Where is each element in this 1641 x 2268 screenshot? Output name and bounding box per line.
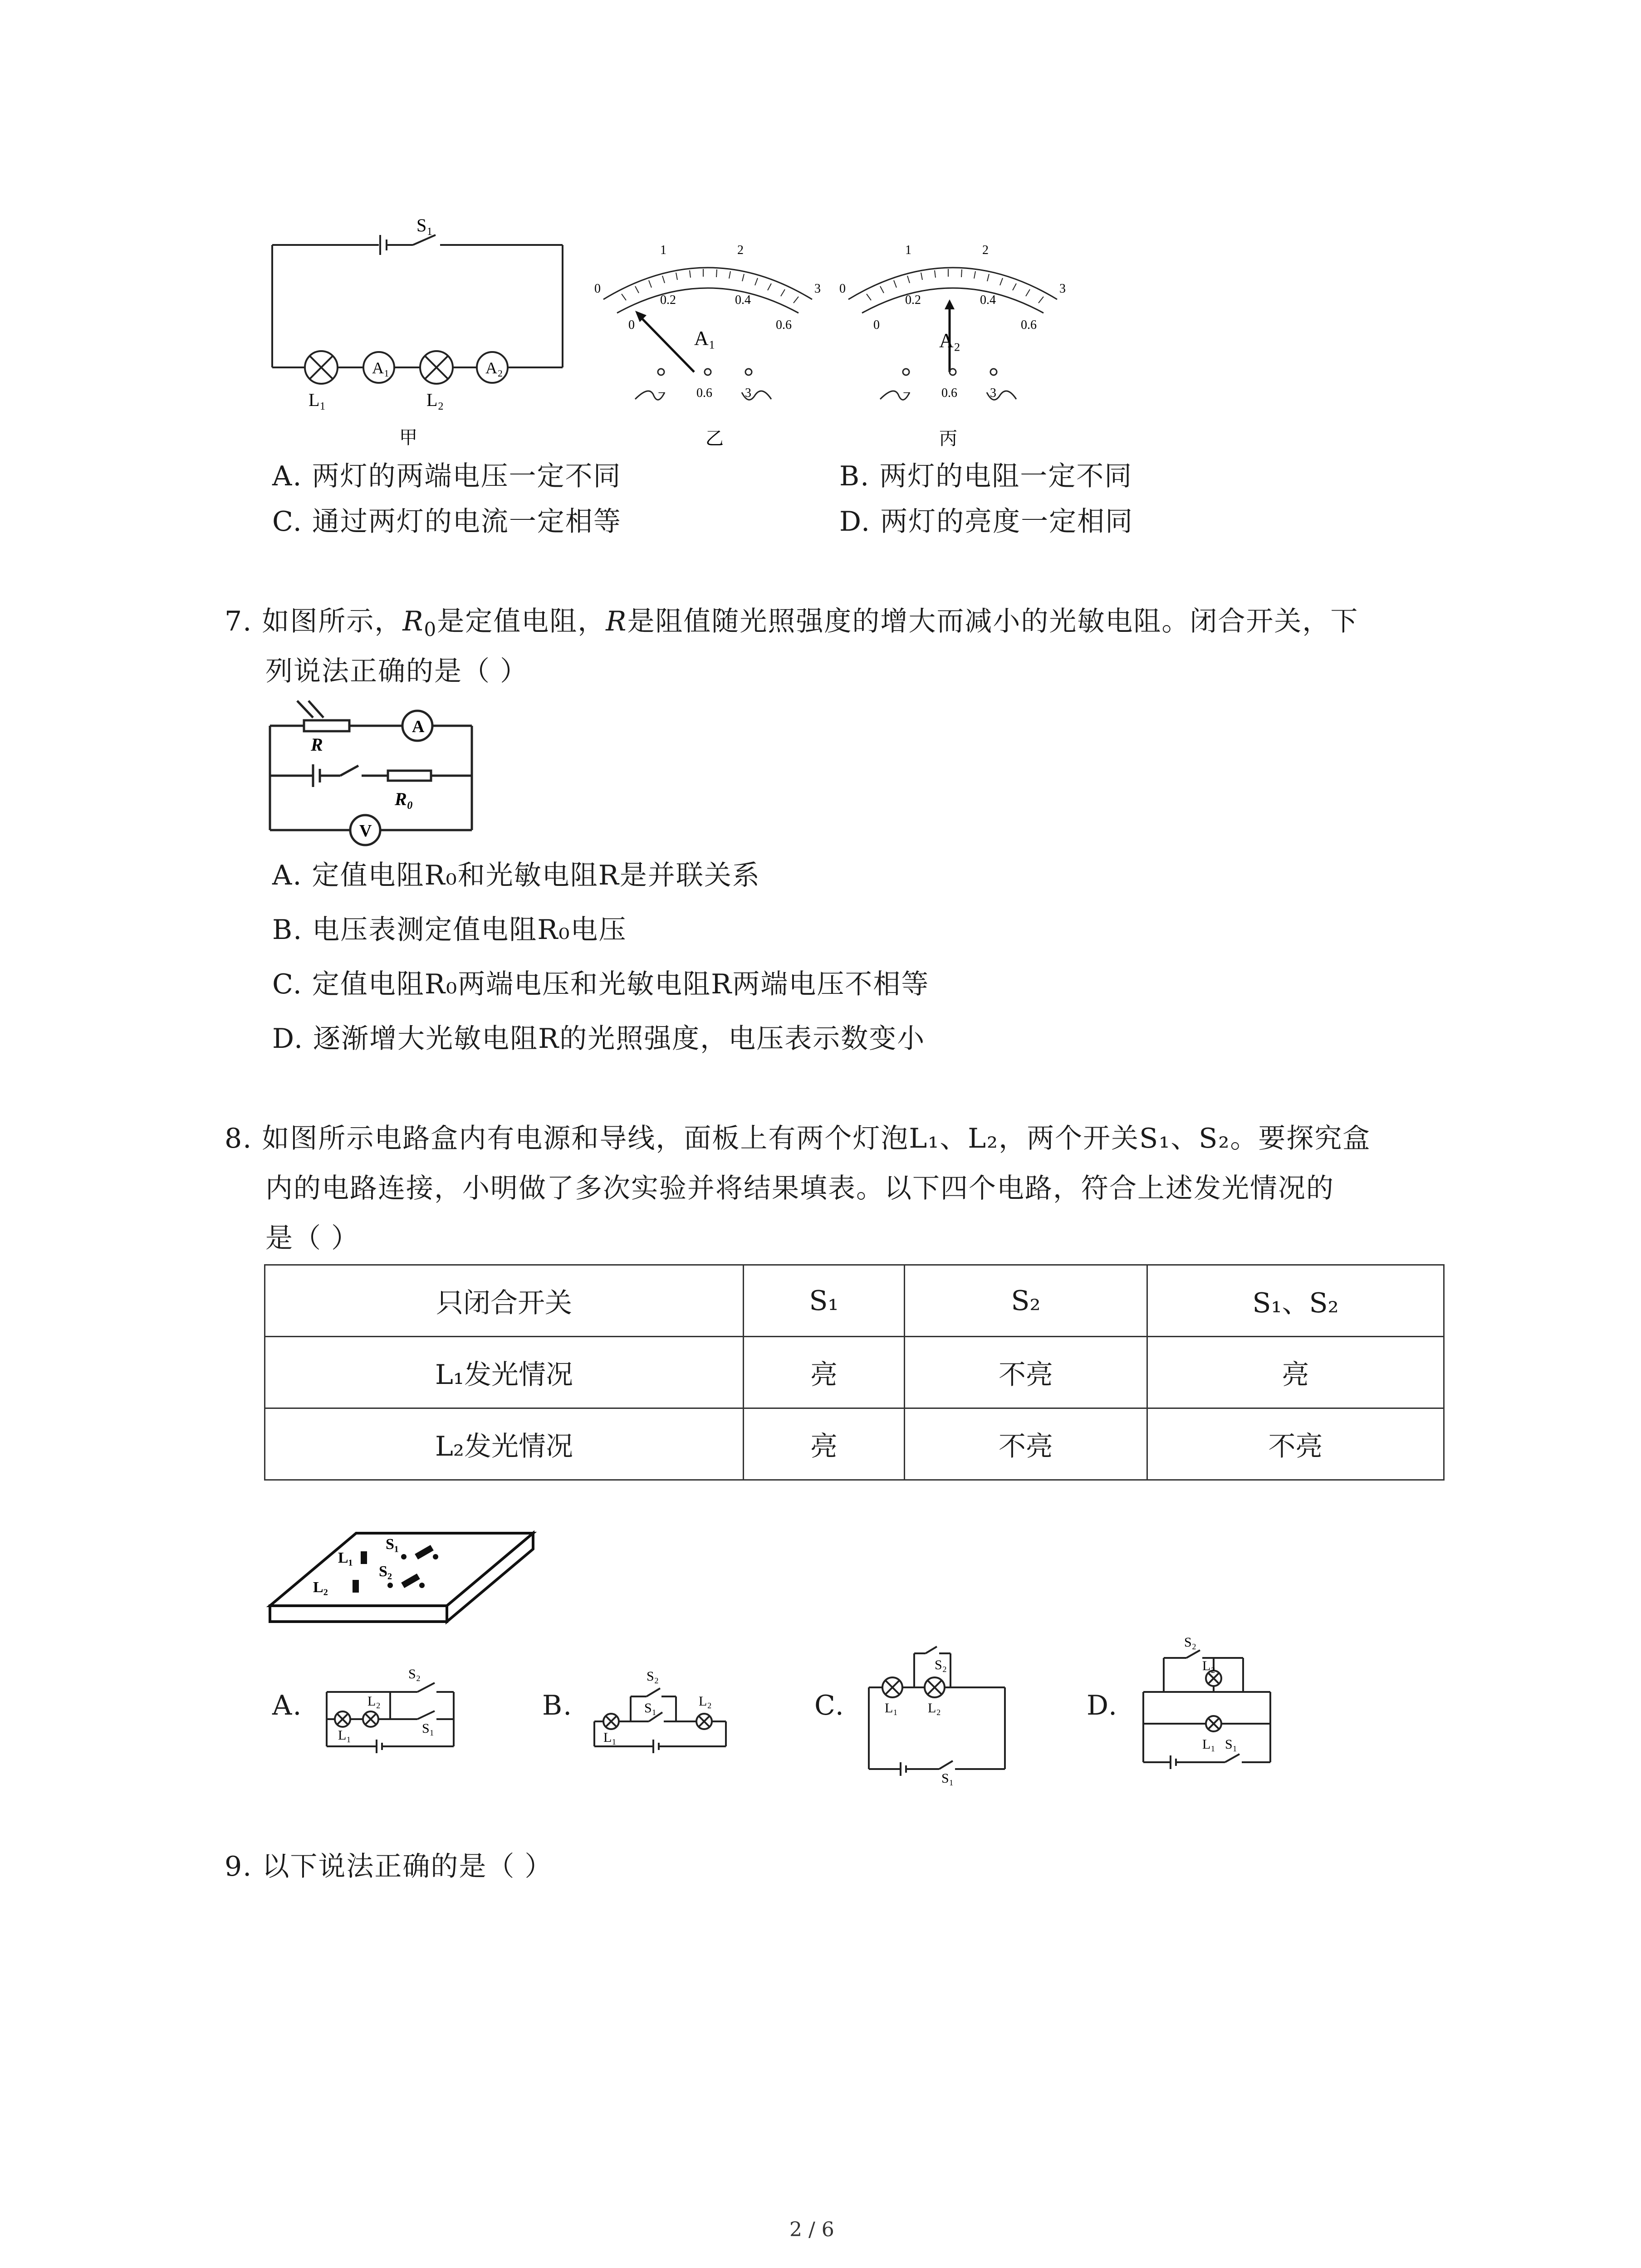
q7-ammeter-label: A [412, 717, 425, 736]
table-row [265, 1337, 1444, 1408]
q6-option-b[interactable]: B. 两灯的电阻一定不同 [839, 460, 1133, 492]
fig-label-jia: 甲 [399, 427, 417, 448]
q8-option-d[interactable]: D. [1087, 1690, 1118, 1721]
q8-option-b[interactable]: B. [542, 1690, 573, 1721]
d-l2-label: L₂ [1202, 1658, 1215, 1673]
bing-scale-b3: 0.6 [1021, 318, 1037, 332]
q6-circuit-jia [263, 213, 572, 449]
fig-label-bing: 丙 [939, 428, 957, 449]
q8-circuit-b [585, 1647, 740, 1765]
yi-scale-b3: 0.6 [776, 318, 792, 332]
q7-stem-pre: 7. 如图所示， [225, 606, 403, 637]
q6-option-d[interactable]: D. 两灯的亮度一定相同 [839, 506, 1134, 538]
q8-circuit-d [1134, 1633, 1279, 1774]
yi-scale-1: 1 [660, 243, 666, 257]
table-cell: L₁发光情况 [265, 1337, 744, 1408]
q7-voltmeter-label: V [359, 821, 372, 841]
page-number: 2 / 6 [789, 2218, 834, 2241]
bing-scale-b1: 0.2 [905, 293, 921, 307]
yi-scale-b1: 0.2 [660, 293, 676, 307]
b-s2-label: S₂ [647, 1669, 659, 1684]
q7-stem-line1 [225, 603, 1358, 648]
yi-scale-3: 3 [814, 282, 821, 296]
bing-term-neg: − [903, 386, 910, 400]
q7-option-b[interactable]: B. 电压表测定值电阻R₀电压 [272, 914, 627, 946]
q8-stem-line3: 是（ ） [265, 1222, 360, 1254]
c-l2-label: L₂ [928, 1701, 941, 1716]
jia-l2-label: L₂ [426, 390, 444, 410]
jia-s1-label: S₁ [416, 215, 433, 235]
bing-scale-2: 2 [982, 243, 989, 257]
q8-option-c[interactable]: C. [814, 1690, 845, 1721]
a-l2-label: L₂ [367, 1694, 381, 1709]
c-s2-label: S₂ [935, 1657, 947, 1672]
bing-scale-0: 0 [839, 282, 846, 296]
table-header-cell: 只闭合开关 [265, 1265, 744, 1337]
q7-r0-label: R₀ [395, 789, 413, 809]
table-header-cell: S₁ [744, 1265, 905, 1337]
b-s1-label: S₁ [644, 1701, 657, 1716]
box-s1-label: S₁ [386, 1536, 399, 1553]
q6-option-c[interactable]: C. 通过两灯的电流一定相等 [272, 506, 622, 538]
q8-stem-line2: 内的电路连接，小明做了多次实验并将结果填表。以下四个电路，符合上述发光情况的 [265, 1173, 1334, 1204]
d-l1-label: L₁ [1202, 1737, 1215, 1752]
q8-circuit-box [265, 1529, 538, 1633]
q7-r0: R [402, 606, 424, 637]
b-l2-label: L₂ [699, 1694, 712, 1709]
bing-scale-b2: 0.4 [980, 293, 996, 307]
b-l1-label: L₁ [603, 1730, 617, 1745]
box-l2-label: L₂ [313, 1579, 328, 1596]
q8-circuit-a [318, 1647, 463, 1765]
q7-r-label: R [311, 734, 323, 755]
q8-stem-line1: 8. 如图所示电路盒内有电源和导线，面板上有两个灯泡L₁、L₂，两个开关S₁、S₂。要探究盒 [225, 1123, 1371, 1154]
table-cell: 亮 [1147, 1337, 1444, 1408]
box-l1-label: L₁ [338, 1549, 353, 1566]
q7-option-a[interactable]: A. 定值电阻R₀和光敏电阻R是并联关系 [272, 860, 760, 891]
table-cell: 亮 [744, 1337, 905, 1408]
yi-scale-0: 0 [594, 282, 601, 296]
q8-option-a[interactable]: A. [272, 1690, 303, 1721]
q7-r0-sub: 0 [424, 618, 437, 640]
a-s1-label: S₁ [422, 1721, 435, 1736]
jia-a2-label: A₂ [485, 359, 503, 377]
q7-stem-mid: 是定值电阻， [437, 606, 606, 637]
bing-scale-1: 1 [905, 243, 911, 257]
table-cell: L₂发光情况 [265, 1408, 744, 1480]
table-cell: 不亮 [905, 1408, 1147, 1480]
table-row [265, 1265, 1444, 1337]
q9-stem: 9. 以下说法正确的是（ ） [225, 1851, 553, 1882]
q7-r: R [606, 606, 627, 637]
bing-term-3: 3 [990, 386, 996, 400]
a-s2-label: S₂ [408, 1667, 421, 1681]
bing-term-06: 0.6 [941, 386, 957, 400]
c-s1-label: S₁ [941, 1771, 954, 1786]
q7-stem-line2: 列说法正确的是（ ） [265, 655, 529, 687]
bing-scale-b0: 0 [873, 318, 880, 332]
table-row [265, 1408, 1444, 1480]
jia-l1-label: L₁ [309, 390, 326, 410]
table-cell: 不亮 [1147, 1408, 1444, 1480]
bing-meter-label: A₂ [939, 329, 961, 352]
q7-option-c[interactable]: C. 定值电阻R₀两端电压和光敏电阻R两端电压不相等 [272, 968, 930, 1000]
q6-meter-bing [830, 236, 1075, 449]
q6-option-a[interactable]: A. 两灯的两端电压一定不同 [272, 460, 622, 492]
d-s2-label: S₂ [1184, 1635, 1197, 1650]
d-s1-label: S₁ [1225, 1737, 1238, 1752]
a-l1-label: L₁ [338, 1728, 351, 1743]
yi-term-06: 0.6 [696, 386, 712, 400]
yi-scale-b2: 0.4 [735, 293, 751, 307]
q7-option-d[interactable]: D. 逐渐增大光敏电阻R的光照强度，电压表示数变小 [272, 1023, 926, 1055]
jia-a1-label: A₁ [372, 359, 390, 377]
c-l1-label: L₁ [885, 1701, 898, 1716]
fig-label-yi: 乙 [705, 428, 724, 449]
q7-circuit [265, 699, 479, 848]
box-s2-label: S₂ [379, 1563, 392, 1580]
yi-term-3: 3 [745, 386, 751, 400]
yi-scale-2: 2 [737, 243, 744, 257]
q8-result-table [264, 1264, 1445, 1481]
yi-scale-b0: 0 [628, 318, 635, 332]
table-header-cell: S₁、S₂ [1147, 1265, 1444, 1337]
table-cell: 不亮 [905, 1337, 1147, 1408]
yi-term-neg: − [658, 386, 665, 400]
q6-meter-yi [585, 236, 830, 449]
table-header-cell: S₂ [905, 1265, 1147, 1337]
table-cell: 亮 [744, 1408, 905, 1480]
q7-stem-post: 是阻值随光照强度的增大而减小的光敏电阻。闭合开关，下 [627, 606, 1359, 637]
q8-circuit-c [860, 1633, 1014, 1787]
yi-meter-label: A₁ [694, 327, 716, 349]
bing-scale-3: 3 [1059, 282, 1066, 296]
